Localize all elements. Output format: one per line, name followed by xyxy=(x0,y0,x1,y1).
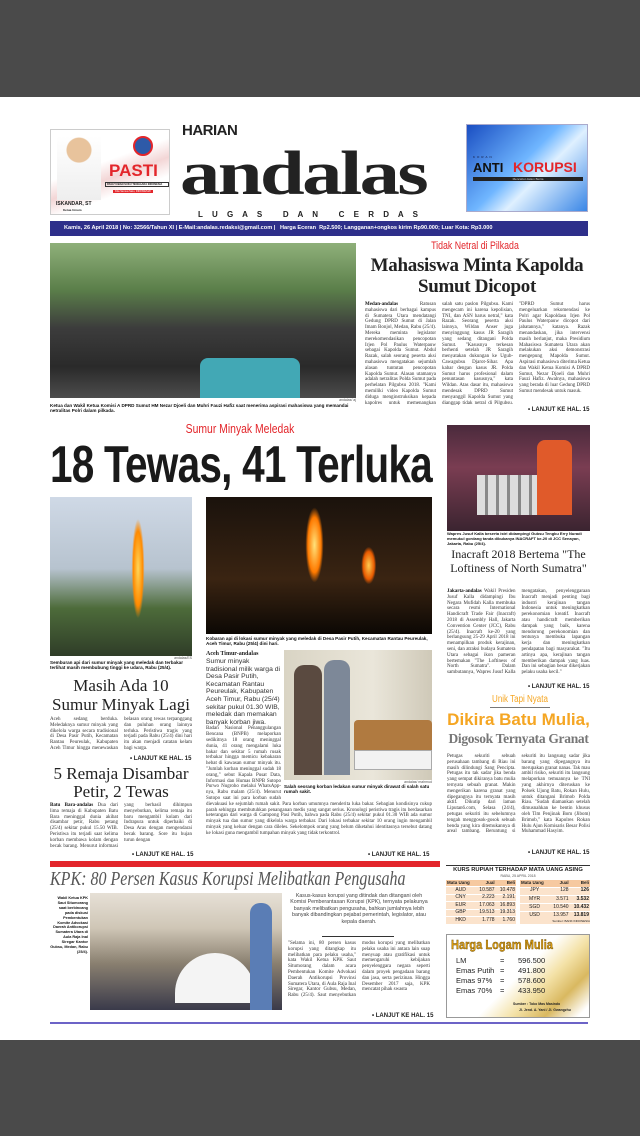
kurs-cell: 2.191 xyxy=(496,894,516,902)
kpk-caption: Wakil Ketua KPK Saut Situmorang saat berbincang pada diskusi Pembentukan Komite Advokasi Daerah Antikorupsi Sumatera Utara di Aula Raja Inal Siregar Kantor Gubsu, Medan, Rabu (25/4). xyxy=(50,896,88,954)
kurs-cell: 10.432 xyxy=(570,903,590,911)
kurs-table-right xyxy=(520,880,590,924)
logam-cell: Emas 97% xyxy=(456,976,493,985)
logam-cell: 596.500 xyxy=(518,956,546,965)
continued-link[interactable]: • LANJUT KE HAL. 15 xyxy=(528,407,590,413)
masthead-logo: andalas xyxy=(180,140,427,208)
kurs-cell: 16.893 xyxy=(496,902,516,910)
logam-cell: = xyxy=(500,986,505,995)
kurs-cell: 10.478 xyxy=(496,887,516,895)
kurs-cell: 2.223 xyxy=(475,894,495,902)
kurs-cell: JPY xyxy=(520,887,549,895)
granat-headline-2: Digosok Ternyata Granat xyxy=(448,731,589,746)
kurs-cell: HKD xyxy=(446,917,475,924)
logam-row xyxy=(456,986,566,996)
dateline-bar: Kamis, 26 April 2018 | No: 32566/Tahun XI | E-Mail:andalas.redaksi@gmail.com | Harga Eceran Rp2.500; Langganan+ongkos kirim Rp90.000; Luar Kota: Rp3.000 xyxy=(50,221,588,236)
kurs-cell: 19.313 xyxy=(496,909,516,917)
granat-headline-1: Dikira Batu Mulia, xyxy=(447,710,590,729)
kurs-cell: 3.571 xyxy=(549,895,569,903)
kurs-header: Beli xyxy=(496,880,516,887)
kurs-cell: 19.513 xyxy=(475,909,495,917)
kurs-table-left xyxy=(446,880,516,924)
oil-body: Badan Nasional Penanggulangan Bencana (BNPB) melaporkan sedikitnya 18 orang meninggal dunia, 41 orang mengalami luka bakar dan sekitar 5 rumah rusak terbakar hingga memicu kebakaran hebat di kawasan sumur minyak itu. "Jumlah korban meninggal sudah 18 orang," sebut Kapala Pusat Data, Informasi dan Humas BNPB Sutopo Purwo Nugroho melalui WhatsApp-nya, Rabu malam (25/4). Menurut Sutopo saat ini para korban sudah dievakuasi ke sejumlah rumah sakit. Para korban umumnya menderita luka bakar. Sebagian kondisinya cukup parah sehingga membutuhkan penanganan medis yang sangat serius. Kronologi peristiwa tragis itu berdasarkan keterangan dari warga di Gampong Pasi Putih, bahwa pada Rabu (25/4) sekitar pukul 01.30 WIB ada sumur minyak tua dan sumur yang dikelola warga terbakar. Dari lokasi terbakar sekitar 10 orang ingin mengambil minyak yang keluar dengan cara dileles. Sekelompok orang yang belum diketahui identitasnya tersebut datang ke lokasi guna mengambil tumpahan minyak yang tidak terkontrol. xyxy=(206,726,432,836)
kurs-header: Mata Uang xyxy=(446,880,475,887)
lead-caption: Ketua dan Wakil Ketua Komisi A DPRD Sumut HM Nezar Djoeli dan Muhri Fauzi Hafiz saat menerima aspirasi mahasiswa yang memandai netralitas Polri dalam pilkada. xyxy=(50,403,349,414)
logam-cell: 578.600 xyxy=(518,976,546,985)
kurs-row xyxy=(446,917,516,924)
sumur-headline: Masih Ada 10 Sumur Minyak Lagi xyxy=(52,676,190,714)
kurs-row xyxy=(520,912,590,920)
page-bottom-rule xyxy=(50,1022,588,1024)
logam-cell: 491.800 xyxy=(518,966,546,975)
ad-anti-korupsi: KORAN ANTI KORUPSI Mencabut dalam Berita xyxy=(466,124,588,212)
lead-photo xyxy=(50,243,356,398)
logam-cell: Emas Putih xyxy=(456,966,495,975)
ad-pasti: PASTI PAGUYUBAN SUKU TENGGARA INDONESIA Kita Semua Satu, INDONESIA! ISKANDAR, ST Ketua Umum xyxy=(50,129,170,215)
logam-row xyxy=(456,966,566,976)
kurs-table: KURS RUPIAH TERHADAP MATA UANG ASING RABU, 25 APRIL 2018 Mata Uang Jual Beli AUD 10.587 10.478 CNY 2.223 2.191 EUR 17.063 16.893 GBP 19.513 19.313 HKD 1.778 1.760 Mata Uang Jual Beli JPY 128 126 MYR 3.571 3.532 SGD 10.540 10.432 USD 13.957 13.819 Sumber: BANK INDONESIA xyxy=(447,867,590,924)
lead-kicker: Tidak Netral di Pilkada xyxy=(431,240,519,252)
kurs-cell: 128 xyxy=(549,887,569,895)
logam-cell: 433.950 xyxy=(518,986,546,995)
logam-row xyxy=(456,956,566,966)
lead-headline: Mahasiswa Minta Kapolda Sumut Dicopot xyxy=(370,255,584,297)
person-photo xyxy=(57,136,101,200)
kpk-intro: Kasus-kasus korupsi yang ditindak dan ditangani oleh Komisi Pemberantasan Korupsi (KPK), ternyata pelakunya banyak melibatkan pengusaha, bahkan jumlahnya lebih banyak dibandingkan pejabat pemerintah, legislator, atau kepala daerah. xyxy=(290,893,428,925)
kurs-cell: CNY xyxy=(446,894,475,902)
inacraft-photo xyxy=(447,425,590,531)
divider xyxy=(490,707,550,708)
logam-mulia-box: Harga Logam Mulia LM = 596.500 Emas Putih = 491.800 Emas 97% = 578.600 Emas 70% = 433.950 Sumber : Toko Mas Masindo Jl. Jend. A. Yani / Jl. Gwangzhu xyxy=(446,934,590,1018)
oil-lead: Sumur minyak tradisional milik warga di Desa Pasir Putih, Kecamatan Rantau Peureulak, Kabupaten Aceh Timur, Rabu (25/4) sekitar pukul 01.30 WIB, meledak dan memakan banyak korban jiwa. xyxy=(206,658,281,726)
oil-kicker: Sumur Minyak Meledak xyxy=(185,421,295,436)
oil-headline: 18 Tewas, 41 Terluka xyxy=(50,436,432,494)
kurs-cell: 3.532 xyxy=(570,895,590,903)
kurs-cell: 126 xyxy=(570,887,590,895)
kurs-header: Beli xyxy=(570,880,590,888)
inacraft-body: Jakarta-andalas Wakil Presiden Jusuf Kalla didampingi Ibu Negara Mufidah Kalla membuka secara resmi International Handicraft Trade Fair (Inacraft) 2018 di Assembly Hall, Jakarta Convention Center (JCC), Rabu (25/4). Inacraft ke-20 yang berlangsung 25-29 April 2018 ini menampilkan produk kerajinan, seni, dan atraksi budaya Sumatera Utara sebagai ikon pameran bertemakan "The Loftiness of North Sumatra". Dalam sambutannya, Wapres Jusuf Kalla mengatakan, penyelenggaraan Inacraft menjadi penting bagi industri kerajinan tangan Indonesia untuk meningkatkan perekonomian kreatif. Inacraft atau handicraft memberikan dampak yang baik, karena mendorong perekonomian dan tentunya membuka lapangan kerja dan meningkatkan pendapatan bagi masyarakat. "Itu artinya apa, kerajinan tangan memberikan dampak yang luas. Dan ini sebagian besar dikerjakan pelaku usaha kecil." xyxy=(447,589,590,676)
kurs-cell: MYR xyxy=(520,895,549,903)
kurs-row xyxy=(520,903,590,911)
divider xyxy=(322,936,394,937)
kurs-row xyxy=(520,887,590,895)
masthead-tagline: L U G A S D A N C E R D A S xyxy=(198,210,422,219)
kurs-row xyxy=(446,887,516,895)
kurs-header: Jual xyxy=(475,880,495,887)
kurs-cell: 13.819 xyxy=(570,912,590,920)
petir-headline: 5 Remaja Disambar Petir, 2 Tewas xyxy=(53,764,189,801)
kurs-cell: EUR xyxy=(446,902,475,910)
kurs-header: Mata Uang xyxy=(520,880,549,888)
kurs-row xyxy=(446,902,516,910)
kurs-row xyxy=(446,894,516,902)
masthead-prefix: HARIAN xyxy=(182,122,238,139)
logam-cell: = xyxy=(500,956,505,965)
kurs-cell: USD xyxy=(520,912,549,920)
fire-photo-1 xyxy=(50,497,192,656)
granat-body: Petugas sekuriti sebuah perusahaan tambang di Riau ini masih dilindungi Sang Pencipta. Petugas itu tak sadar jika benda yang sempat dikiranya batu mulia ternyata sebuah granat. Makin mengerikan karena granat yang dipegangnya itu ternyata masih aktif. Dikutip dari laman Liputan6.com, Selasa (24/4), petugas sekuriti itu sebelumnya tengah menggosok-gosok sebuah benda yang kira ditemukannya di areal tambang. Beruntung si sekuriti itu langsung sadar jika barang yang dipegangnya itu merupakan granat nanas. Tak mau ambil risiko, sekuriti itu langsung melaporkan temuannya ke TNI yang akhirnya diteruskan ke Polsek Ujung Batu, Rokan Hulu, untuk ditangani Brimob Polda Riau. "Sudah diamankan setelah dimusnahkan ke bentin khusus oleh Tim Penjinak Bom (Jibom) Brimob," kata Kapolres Rokan Hulu Ajun Komisaris Besar Polisi Muhammad Hasyim. xyxy=(447,754,590,835)
logam-cell: = xyxy=(500,976,505,985)
kpk-headline: KPK: 80 Persen Kasus Korupsi Melibatkan Pengusaha xyxy=(50,868,406,890)
logam-row xyxy=(456,976,566,986)
kpk-photo xyxy=(90,893,282,1010)
kurs-cell: AUD xyxy=(446,887,475,895)
pasti-logo: PASTI xyxy=(109,161,158,180)
kurs-cell: 10.540 xyxy=(549,903,569,911)
kurs-cell: SGD xyxy=(520,903,549,911)
kurs-cell: 1.760 xyxy=(496,917,516,924)
logam-cell: = xyxy=(500,966,505,975)
logam-cell: LM xyxy=(456,956,467,965)
pasti-emblem-icon xyxy=(133,136,153,156)
kurs-cell: 17.063 xyxy=(475,902,495,910)
fire-photo-2 xyxy=(206,497,432,634)
lead-body: Medan-andalas Ratusan mahasiswa dari berbagai kampus di Sumatera Utara mendatangi Gedung DPRD Sumut di Jalan Imam Bonjol, Medan, Rabu (25/4). Mereka meminta legislator merekomendasikan pencopotan Irjen Pol Paulus Waterpauw sebagai Kapolda Sumut. Abdul Razak, salah seorang peserta aksi mahasiswa mengatakan sejumlah alasan tuntutan pencopotan Kapolda Sumut. Alasan utamanya adalah netralitas Polda Sumut pada perhelatan Pilgubsu 2018. "Kami memiliki video Kapolda Sumut diduga menginstruksikan kepada kapolres untuk memenangkan salah satu paslon Pilgubsu. Kami mengecam ini karena kepolisian, TNI, dan ASN harus netral," kata Razak. Seorang peserta aksi lainnya, Wildan Anser juga menyinggung kasus JR Saragih yang sedang ditangani Polda Sumut. "Kasusnya terkesan berhenti setelah JR Saragih menyatakan dukungan ke Ugub-Cawagubsu Djarot-Sihar. Apa kabar dengan kasus JR. Polda Sumut harus profesional dalam penuntasan kasusnya," kata Wildan. Atas dasar itu, mahasiswa mendesak DPRD Sumut menyanggil Kapolda Sumut yang dianggap tidak netral di Pilgubsu. "DPRD Sumut harus mengeluarkan rekomendasi ke Polri agar Kapoldasu Irjen Pol Paulus Waterpauw dicopot dari jabatannya," katanya. Razak menandaskan, jika intervensi masih berlanjut, maka Presidium Mahasiswa Sumatera Utara akan melakukan aksi demonstrasi mengepung Mapolda Sumut. Aspirasi mahasiswa diterima Ketua dan Wakil Ketua Komisi A DPRD Sumut, Nezar Djoeli dan Muhri Fauzi Hafiz. Awalnya, mahasiswa yang berada di luar Gedung DPRD Sumut mendesak untuk masuk. xyxy=(365,302,590,406)
logam-cell: Emas 70% xyxy=(456,986,493,995)
kurs-cell: 10.587 xyxy=(475,887,495,895)
kurs-cell: 1.778 xyxy=(475,917,495,924)
section-divider-red xyxy=(50,861,440,867)
photo-float-space xyxy=(281,651,432,799)
kurs-cell: GBP xyxy=(446,909,475,917)
sumur-body: Aceh sedang berduka. Meledaknya sumur minyak yang dikelola warga secara tradisional di Desa Pasir Putih, Kecamatan Rantau Peureulak, Kabupaten Aceh Timur hingga menewaskan belasan orang tewas terpanggang dan puluhan orang lainnya terluka. Peristiwa tragis yang terjadi pada Rabu (25/4) dini hari itu akan menjadi catatan kelam bagi warga. xyxy=(50,717,192,751)
kurs-source: Sumber: BANK INDONESIA xyxy=(520,919,590,923)
kurs-cell: 13.957 xyxy=(549,912,569,920)
inacraft-headline: Inacraft 2018 Bertema "The Loftiness of North Sumatra" xyxy=(450,547,587,575)
kurs-row xyxy=(446,909,516,917)
kurs-header: Jual xyxy=(549,880,569,888)
oil-article: Aceh Timur-andalas Sumur minyak tradisional milik warga di Desa Pasir Putih, Kecamatan Rantau Peureulak, Kabupaten Aceh Timur, Rabu (25/4) sekitar pukul 01.30 WIB, meledak dan memakan banyak korban jiwa. Badan Nasional Penanggulangan Bencana (BNPB) melaporkan sedikitnya 18 orang meninggal dunia, 41 orang mengalami luka bakar dan sekitar 5 rumah rusak terbakar hingga memicu kebakaran hebat di kawasan sumur minyak itu. "Jumlah korban meninggal sudah 18 orang," sebut Kapala Pusat Data, Informasi dan Humas BNPB Sutopo Purwo Nugroho melalui WhatsApp-nya, Rabu malam (25/4). Menurut Sutopo saat ini para korban sudah dievakuasi ke sejumlah rumah sakit. Para korban umumnya menderita luka bakar. Sebagian kondisinya cukup parah sehingga membutuhkan penanganan medis yang sangat serius. Kronologi peristiwa tragis itu berdasarkan keterangan dari warga di Gampong Pasi Putih, bahwa pada Rabu (25/4) sekitar pukul 01.30 WIB ada sumur minyak tua dan sumur yang dikelola warga terbakar. Dari lokasi terbakar sekitar 10 orang ingin mengambil minyak yang keluar dengan cara dileles. Sekelompok orang yang belum diketahui identitasnya tersebut datang ke lokasi guna mengambil tumpahan minyak yang tidak terkontrol. xyxy=(206,651,432,836)
water-tank xyxy=(200,358,300,398)
petir-body: Batu Bara-andalas Dua dari lima remaja di Kabupaten Batu Bara meninggal dunia akibat disambar petir, Rabu petang (25/4) sekitar pukul 15.50 WIB. Peristiwa itu terjadi saat kelima korban membawa kolam dengan becak barang. Menurut informasi yang berhasil dihimpun menyebutkan, kelima remaja itu baru mengambil kolam dari Indrapura untuk diperbaiki di Desa Aras dengan mengendarai becak barang. Sore itu hujan turun dengan xyxy=(50,803,192,849)
kurs-row xyxy=(520,895,590,903)
kpk-body: "Selama ini, 80 persen kasus korupsi yang ditangkap itu melibatkan para pelaku usaha," kata Wakil Ketua KPK Saut Situmorang dalam acara Pembentukan Komite Advokasi Daerah Antikorupsi Provinsi Sumatera Utara, di Aula Raja Inal Siregar, Kantor Gubsu, Medan, Rabu (25/4). Saut menyebutkan modus korupsi yang melibatkan pelaku usaha ini antara lain suap menyuap atau gratifikasi untuk memengaruhi kebijakan penyelenggara negara seperti dalam proyek pengadaan barang dan jasa, serta perizinan. Hingga Desember 2017 saja, KPK mencatat pihak swasta xyxy=(288,941,430,999)
